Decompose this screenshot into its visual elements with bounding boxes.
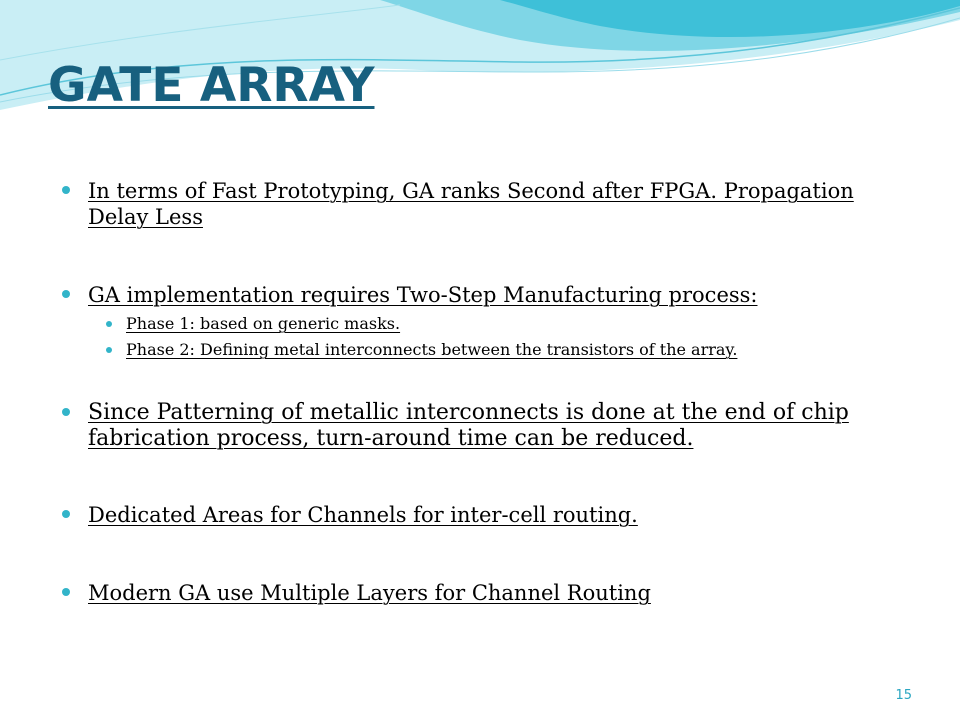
bullet-text: In terms of Fast Prototyping, GA ranks Second after FPGA. Propagation Delay Less bbox=[88, 179, 854, 229]
bullet-text: GA implementation requires Two-Step Manufacturing process: bbox=[88, 283, 758, 307]
sub-bullet-text: Phase 2: Defining metal interconnects between the transistors of the array. bbox=[126, 340, 738, 359]
slide-number: 15 bbox=[895, 688, 912, 703]
bullet-text: Modern GA use Multiple Layers for Channel Routing bbox=[88, 581, 651, 605]
bullet-text: Since Patterning of metallic interconnects is done at the end of chip fabrication process, turn-around time can be reduced. bbox=[88, 400, 849, 451]
bullet-item bbox=[60, 580, 920, 606]
slide-title: GATE ARRAY bbox=[48, 58, 375, 113]
bullet-dot-icon bbox=[106, 347, 112, 353]
bullet-dot-icon bbox=[62, 290, 70, 298]
bullet-item bbox=[60, 178, 920, 230]
sub-bullet-item bbox=[60, 340, 920, 360]
sub-bullet-item bbox=[60, 314, 920, 334]
bullet-text: Dedicated Areas for Channels for inter-cell routing. bbox=[88, 503, 638, 527]
bullet-item bbox=[60, 502, 920, 528]
bullet-dot-icon bbox=[106, 321, 112, 327]
bullet-item bbox=[60, 282, 920, 308]
slide-body bbox=[60, 178, 920, 606]
bullet-item bbox=[60, 400, 920, 452]
bullet-dot-icon bbox=[62, 588, 70, 596]
sub-bullet-text: Phase 1: based on generic masks. bbox=[126, 314, 401, 333]
bullet-dot-icon bbox=[62, 510, 70, 518]
bullet-dot-icon bbox=[62, 408, 70, 416]
bullet-dot-icon bbox=[62, 186, 70, 194]
